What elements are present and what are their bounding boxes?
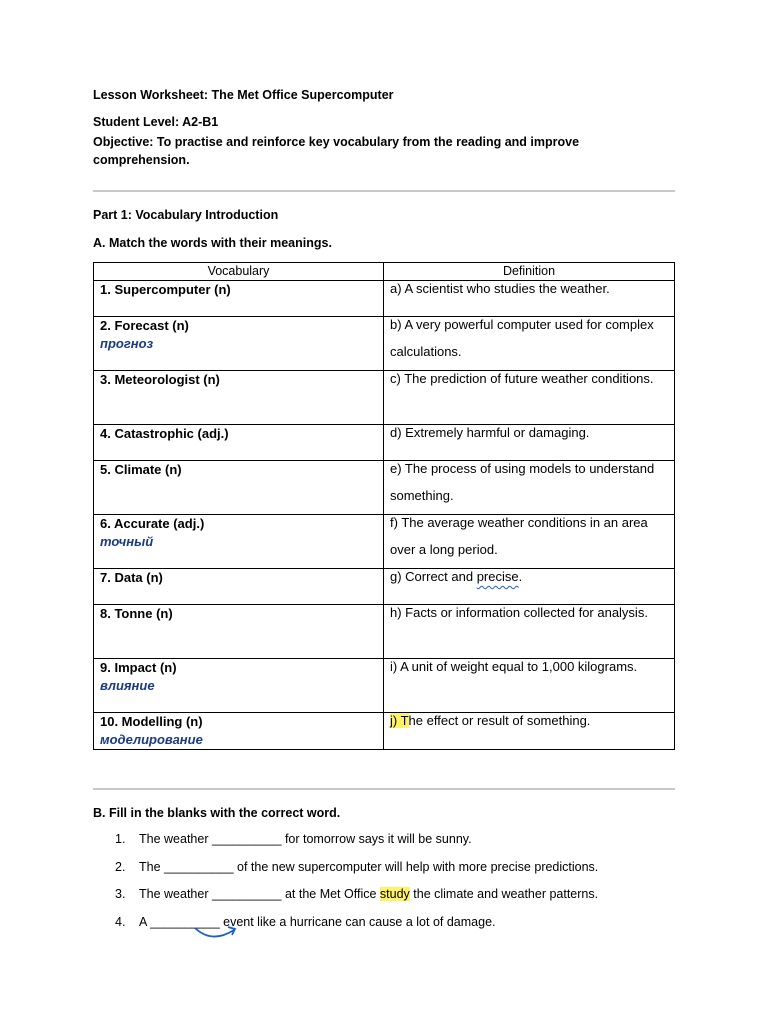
item-number: 3. — [115, 887, 126, 901]
list-item — [93, 858, 675, 876]
definition: h) Facts or information collected for analysis. — [390, 605, 648, 620]
list-item — [93, 913, 675, 931]
divider — [93, 190, 675, 192]
list-item — [93, 830, 675, 848]
vocab-term: 6. Accurate (adj.) — [100, 516, 205, 531]
divider — [93, 788, 675, 790]
definition-text: g) Correct and — [390, 569, 477, 584]
handwritten-translation: моделирование — [100, 732, 203, 747]
definition — [390, 708, 668, 735]
task-a-instruction: A. Match the words with their meanings. — [93, 236, 332, 250]
highlighted-text: study — [379, 887, 410, 901]
definition — [390, 564, 668, 591]
vocab-term: 4. Catastrophic (adj.) — [100, 426, 229, 441]
item-number: 4. — [115, 914, 126, 929]
handwritten-translation: влияние — [100, 678, 155, 693]
definition-text: . — [518, 569, 523, 584]
handwritten-arrow-icon — [192, 922, 242, 944]
definition: b) A very powerful computer used for complex calculations. — [390, 317, 654, 359]
fill-in-list — [93, 830, 675, 931]
item-text: The weather __________ for tomorrow says it will be sunny. — [139, 832, 472, 846]
part1-heading: Part 1: Vocabulary Introduction — [93, 208, 279, 222]
vocab-term: 3. Meteorologist (n) — [100, 372, 220, 387]
table-row — [94, 515, 675, 569]
column-header-vocabulary: Vocabulary — [94, 263, 384, 281]
item-text: The __________ of the new supercomputer will help with more precise predictions. — [139, 859, 599, 874]
table-row — [94, 659, 675, 713]
item-text: A __________ event like a hurricane can cause a lot of damage. — [139, 914, 496, 929]
objective: Objective: To practise and reinforce key vocabulary from the reading and improve comprehension. — [93, 135, 580, 167]
definition-text: he effect or result of something. — [408, 713, 591, 728]
column-header-definition: Definition — [384, 263, 675, 281]
table-row — [94, 371, 675, 425]
table-row — [94, 317, 675, 371]
definition: e) The process of using models to understand something. — [390, 461, 655, 503]
handwritten-translation: точный — [100, 534, 154, 549]
item-number: 2. — [115, 859, 126, 874]
highlighted-text: j) T — [390, 713, 409, 728]
definition: c) The prediction of future weather conditions. — [390, 371, 654, 386]
item-number: 1. — [115, 832, 126, 846]
part-b-heading: B. Fill in the blanks with the correct word. — [93, 806, 341, 820]
definition: i) A unit of weight equal to 1,000 kilograms. — [390, 659, 638, 674]
table-row — [94, 605, 675, 659]
definition: d) Extremely harmful or damaging. — [390, 425, 590, 440]
worksheet-title: Lesson Worksheet: The Met Office Supercomputer — [93, 88, 394, 102]
list-item — [93, 885, 675, 903]
table-row — [94, 461, 675, 515]
vocab-term: 1. Supercomputer (n) — [100, 282, 231, 297]
vocab-term: 2. Forecast (n) — [100, 318, 189, 333]
definition: f) The average weather conditions in an area over a long period. — [390, 515, 648, 557]
handwritten-translation: прогноз — [100, 336, 154, 351]
annotated-word: precise — [476, 569, 519, 584]
item-text: The weather __________ at the Met Office — [139, 887, 380, 901]
vocab-term: 10. Modelling (n) — [100, 714, 203, 729]
definition: a) A scientist who studies the weather. — [390, 281, 610, 296]
student-level: Student Level: A2-B1 — [93, 115, 219, 129]
table-row — [94, 713, 675, 750]
worksheet-page — [93, 86, 675, 940]
vocabulary-table — [93, 262, 675, 750]
vocab-term: 7. Data (n) — [100, 570, 163, 585]
vocab-term: 5. Climate (n) — [100, 462, 182, 477]
item-text: the climate and weather patterns. — [409, 887, 599, 901]
vocab-term: 8. Tonne (n) — [100, 606, 173, 621]
vocab-term: 9. Impact (n) — [100, 660, 177, 675]
